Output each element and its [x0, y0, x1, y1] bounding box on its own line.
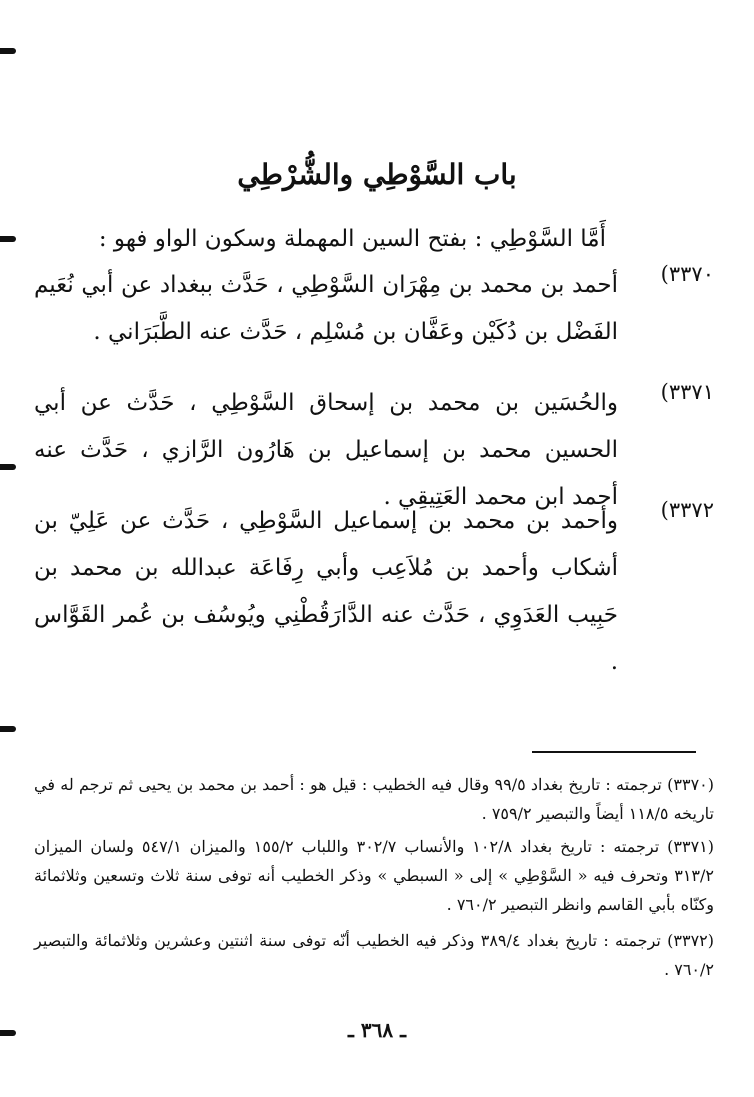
entry-number: (٣٣٧١ — [660, 380, 714, 404]
entry-text: وأحمد بن محمد بن إسماعيل السَّوْطِي ، حَدَّث عن عَلِيّ بن أشكاب وأحمد بن مُلاَعِب وأبي رِفَاعَة عبدالله بن محمد بن حَبِيب العَدَوِي ، حَدَّث عنه الدَّارَقُطْنِي ويُوسُف بن عُمر القَوَّاس . — [34, 508, 618, 675]
page-edge-mark — [0, 236, 16, 242]
page-edge-mark — [0, 464, 16, 470]
entry-text: والحُسَين بن محمد بن إسحاق السَّوْطِي ، حَدَّث عن أبي الحسين محمد بن إسماعيل بن هَارُون الرَّازي ، حَدَّث عنه أحمد ابن محمد العَتِيقِي . — [34, 390, 618, 510]
entry-number: (٣٣٧٠ — [660, 262, 714, 286]
page-edge-mark — [0, 48, 16, 54]
footnote-3371: (٣٣٧١) ترجمته : تاريخ بغداد ١٠٢/٨ والأنساب ٣٠٢/٧ واللباب ١٥٥/٢ والميزان ٥٤٧/١ ولسان الميزان ٣١٣/٢ وتحرف فيه « السَّوْطِي » إلى « السبطي » وذكر الخطيب أنه توفى سنة ثلاث وتسعين وثلاثمائة وكنّاه بأبي القاسم وانظر التبصير ٧٦٠/٢ . — [34, 837, 715, 914]
page-number: ـ ٣٦٨ ـ — [348, 1018, 406, 1042]
footnote-3370: (٣٣٧٠) ترجمته : تاريخ بغداد ٩٩/٥ وقال فيه الخطيب : قيل هو : أحمد بن محمد بن يحيى ثم ترجم له في تاريخه ١١٨/٥ أيضاً والتبصير ٧٥٩/٢ . — [34, 775, 715, 823]
chapter-title: باب السَّوْطِي والشُّرْطِي — [237, 158, 517, 191]
entry-3372 — [34, 498, 714, 686]
page-edge-mark — [0, 726, 16, 732]
chapter-intro: أَمَّا السَّوْطِي : بفتح السين المهملة وسكون الواو فهو : — [98, 226, 606, 252]
footnote-separator — [532, 751, 696, 753]
entry-text: أحمد بن محمد بن مِهْرَان السَّوْطِي ، حَدَّث ببغداد عن أبي نُعَيم الفَضْل بن دُكَيْن وعَفَّان بن مُسْلِم ، حَدَّث عنه الطَّبَرَاني . — [34, 272, 618, 345]
footnote-3372: (٣٣٧٢) ترجمته : تاريخ بغداد ٣٨٩/٤ وذكر فيه الخطيب أنّه توفى سنة اثنتين وعشرين وثلاثمائة والتبصير ٧٦٠/٢ . — [34, 931, 715, 979]
entry-3370 — [34, 262, 714, 356]
entry-number: (٣٣٧٢ — [660, 498, 714, 522]
